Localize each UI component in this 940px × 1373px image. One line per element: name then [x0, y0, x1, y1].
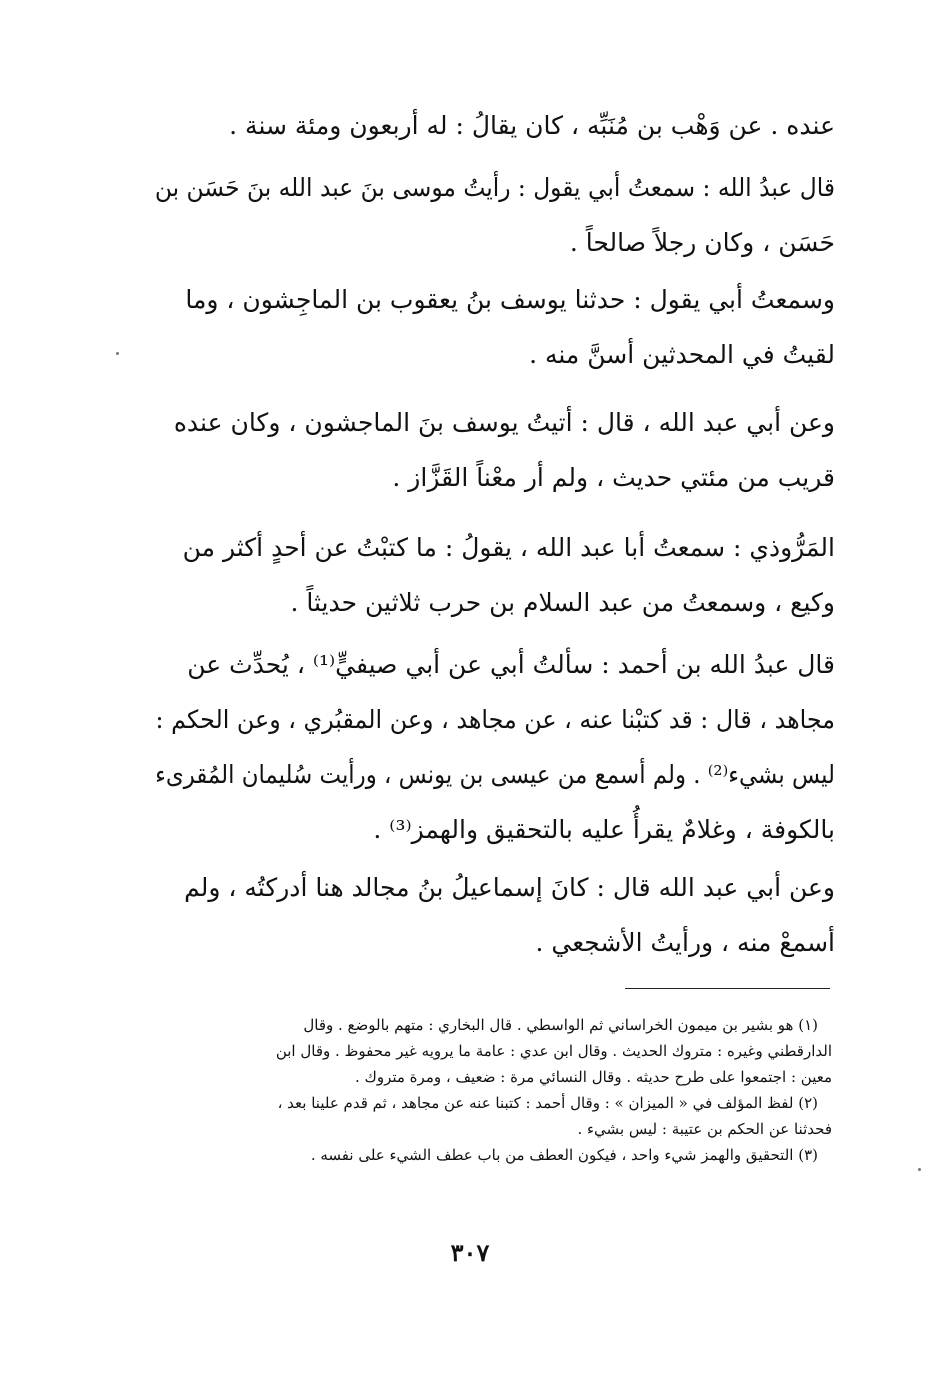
text-line: قال عبدُ الله بن أحمد : سألتُ أبي عن أبي صيفيٍّ⁽¹⁾ ، يُحدِّث عن [187, 650, 835, 679]
footnote-2-line: (٢) لفظ المؤلف في « الميزان » : وقال أحمد : كتبنا عنه عن مجاهد ، ثم قدم علينا بعد ، [277, 1094, 818, 1112]
text-line: وعن أبي عبد الله ، قال : أتيتُ يوسف بنَ الماجشون ، وكان عنده [173, 408, 835, 437]
text-line: لقيتُ في المحدثين أسنَّ منه . [529, 340, 835, 369]
footnote-2-line: فحدثنا عن الحكم بن عتيبة : ليس بشيء . [577, 1120, 832, 1138]
text-line: وعن أبي عبد الله قال : كانَ إسماعيلُ بنُ مجالد هنا أدركتُه ، ولم [184, 873, 835, 902]
text-line: المَرُّوذي : سمعتُ أبا عبد الله ، يقولُ : ما كتبْتُ عن أحدٍ أكثر من [182, 533, 835, 562]
page-number: ٣٠٧ [450, 1238, 490, 1267]
text-line: قريب من مئتي حديث ، ولم أر معْناً القَزَّاز . [392, 463, 835, 492]
footnote-3-line: (٣) التحقيق والهمز شيء واحد ، فيكون العطف من باب عطف الشيء على نفسه . [310, 1146, 818, 1164]
footnote-separator [625, 988, 830, 989]
footnote-1-line: (١) هو بشير بن ميمون الخراساني ثم الواسطي . قال البخاري : متهم بالوضع . وقال [303, 1016, 818, 1034]
text-line: مجاهد ، قال : قد كتبْنا عنه ، عن مجاهد ، وعن المقبُري ، وعن الحكم : [155, 705, 836, 734]
footnotes [160, 1012, 832, 1168]
paragraph-1 [155, 98, 835, 153]
text-line: عنده . عن وَهْب بن مُنَبِّه ، كان يقالُ : له أربعون ومئة سنة . [229, 111, 835, 140]
scan-speck [918, 1168, 921, 1171]
text-line: أسمعْ منه ، ورأيتُ الأشجعي . [535, 928, 835, 957]
text-line: حَسَن ، وكان رجلاً صالحاً . [569, 228, 835, 257]
text-line: بالكوفة ، وغلامٌ يقرأُ عليه بالتحقيق والهمز⁽³⁾ . [373, 815, 835, 844]
footnote-1-line: الدارقطني وغيره : متروك الحديث . وقال ابن عدي : عامة ما يرويه غير محفوظ . وقال ابن [275, 1042, 832, 1060]
scan-speck [116, 352, 119, 355]
text-line: ليس بشيء⁽²⁾ . ولم أسمع من عيسى بن يونس ، ورأيت سُليمان المُقرىء [155, 760, 835, 789]
paragraph-4 [155, 395, 835, 505]
paragraph-7 [155, 860, 835, 970]
paragraph-3 [155, 272, 835, 382]
text-line: وسمعتُ أبي يقول : حدثنا يوسف بنُ يعقوب بن الماجِشون ، وما [185, 285, 835, 314]
text-line: وكيع ، وسمعتُ من عبد السلام بن حرب ثلاثين حديثاً . [290, 588, 835, 617]
paragraph-2 [155, 160, 835, 270]
text-line: قال عبدُ الله : سمعتُ أبي يقول : رأيتُ موسى بنَ عبد الله بنَ حَسَن بن [154, 173, 835, 202]
paragraph-5 [155, 520, 835, 630]
paragraph-6 [155, 637, 835, 857]
footnote-1-line: معين : اجتمعوا على طرح حديثه . وقال النسائي مرة : ضعيف ، ومرة متروك . [354, 1068, 832, 1086]
